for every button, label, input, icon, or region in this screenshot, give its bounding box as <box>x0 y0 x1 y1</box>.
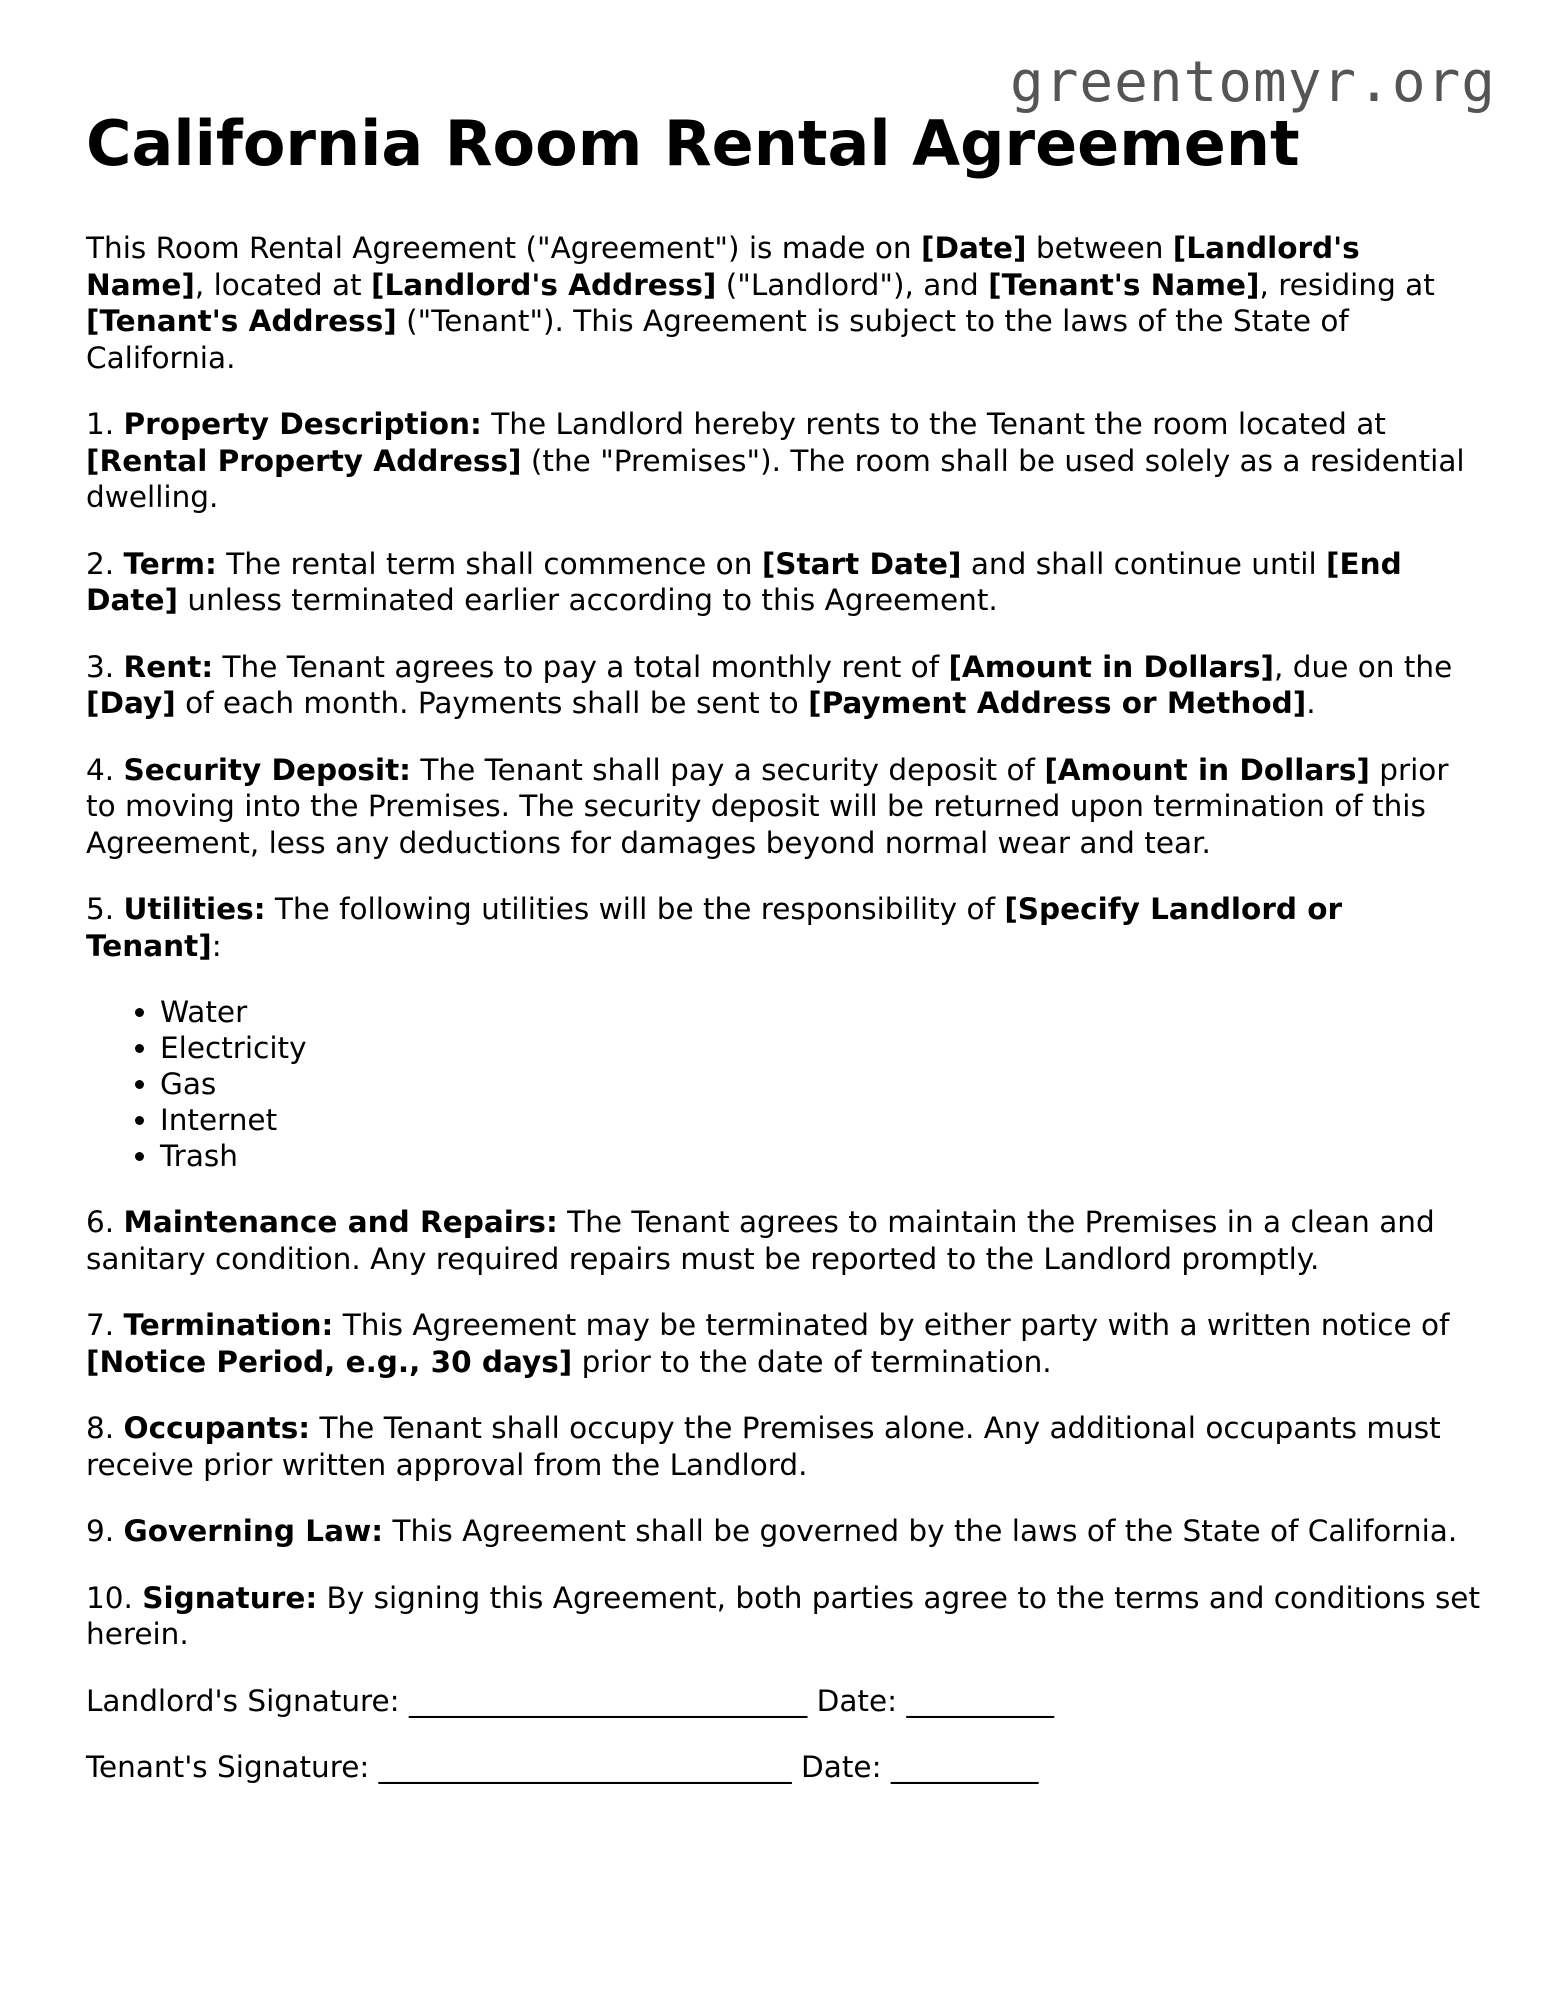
list-item: • Trash <box>160 1138 1486 1174</box>
section-security-deposit: 4. Security Deposit: The Tenant shall pay a security deposit of [Amount in Dollars] prior to moving into the Premises. The security deposit will be returned upon termination of this Agreement, less any deductions for damages beyond normal wear and tear. <box>86 752 1449 860</box>
section-rent: 3. Rent: The Tenant agrees to pay a total monthly rent of [Amount in Dollars], due on the [Day] of each month. Payments shall be sent to [Payment Address or Method]. <box>86 649 1453 720</box>
section-utilities: 5. Utilities: The following utilities will be the responsibility of [Specify Landlord or Tenant]: <box>86 892 1343 963</box>
site-watermark: greentomyr.org <box>1009 50 1496 115</box>
section-maintenance-repairs: 6. Maintenance and Repairs: The Tenant agrees to maintain the Premises in a clean and sanitary condition. Any required repairs must be reported to the Landlord promptly. <box>86 1205 1435 1276</box>
list-item: • Internet <box>160 1102 1486 1138</box>
section-property-description: 1. Property Description: The Landlord hereby rents to the Tenant the room located at [Rental Property Address] (the "Premises"). The room shall be used solely as a residential dwelling. <box>86 407 1465 514</box>
intro-paragraph: This Room Rental Agreement ("Agreement") is made on [Date] between [Landlord's Name], located at [Landlord's Address] ("Landlord"), and [Tenant's Name], residing at [Tenant's Address] ("Tenant"). This Agreement is subject to the laws of the State of California. <box>86 231 1435 375</box>
section-heading: Maintenance and Repairs: <box>123 1205 558 1239</box>
section-heading: Security Deposit: <box>123 752 411 787</box>
section-heading: Term: <box>123 546 217 581</box>
section-heading: Signature: <box>142 1580 318 1615</box>
list-item: • Electricity <box>160 1030 1486 1066</box>
list-item: • Water <box>160 994 1486 1030</box>
section-governing-law: 9. Governing Law: This Agreement shall be governed by the laws of the State of California. <box>86 1514 1458 1548</box>
section-heading: Utilities: <box>123 892 266 926</box>
page-title: California Room Rental Agreement <box>86 107 1300 180</box>
list-item: • Gas <box>160 1066 1486 1102</box>
section-heading: Rent: <box>123 649 214 684</box>
section-heading: Termination: <box>123 1308 334 1342</box>
document-page <box>86 100 1486 1816</box>
section-occupants: 8. Occupants: The Tenant shall occupy the Premises alone. Any additional occupants must receive prior written approval from the Landlord. <box>86 1411 1441 1482</box>
section-term: 2. Term: The rental term shall commence on [Start Date] and shall continue until [End Date] unless terminated earlier according to this Agreement. <box>86 546 1402 617</box>
utilities-list <box>86 994 1486 1174</box>
section-heading: Property Description: <box>123 407 482 441</box>
tenant-signature-line: Tenant's Signature: ____________________________ Date: __________ <box>86 1750 1039 1784</box>
section-heading: Occupants: <box>123 1411 311 1445</box>
landlord-signature-line: Landlord's Signature: ___________________________ Date: __________ <box>86 1683 1054 1718</box>
section-heading: Governing Law: <box>123 1514 384 1548</box>
section-termination: 7. Termination: This Agreement may be terminated by either party with a written notice of [Notice Period, e.g., 30 days] prior to the date of termination. <box>86 1308 1450 1379</box>
section-signature: 10. Signature: By signing this Agreement, both parties agree to the terms and conditions set herein. <box>86 1580 1481 1651</box>
